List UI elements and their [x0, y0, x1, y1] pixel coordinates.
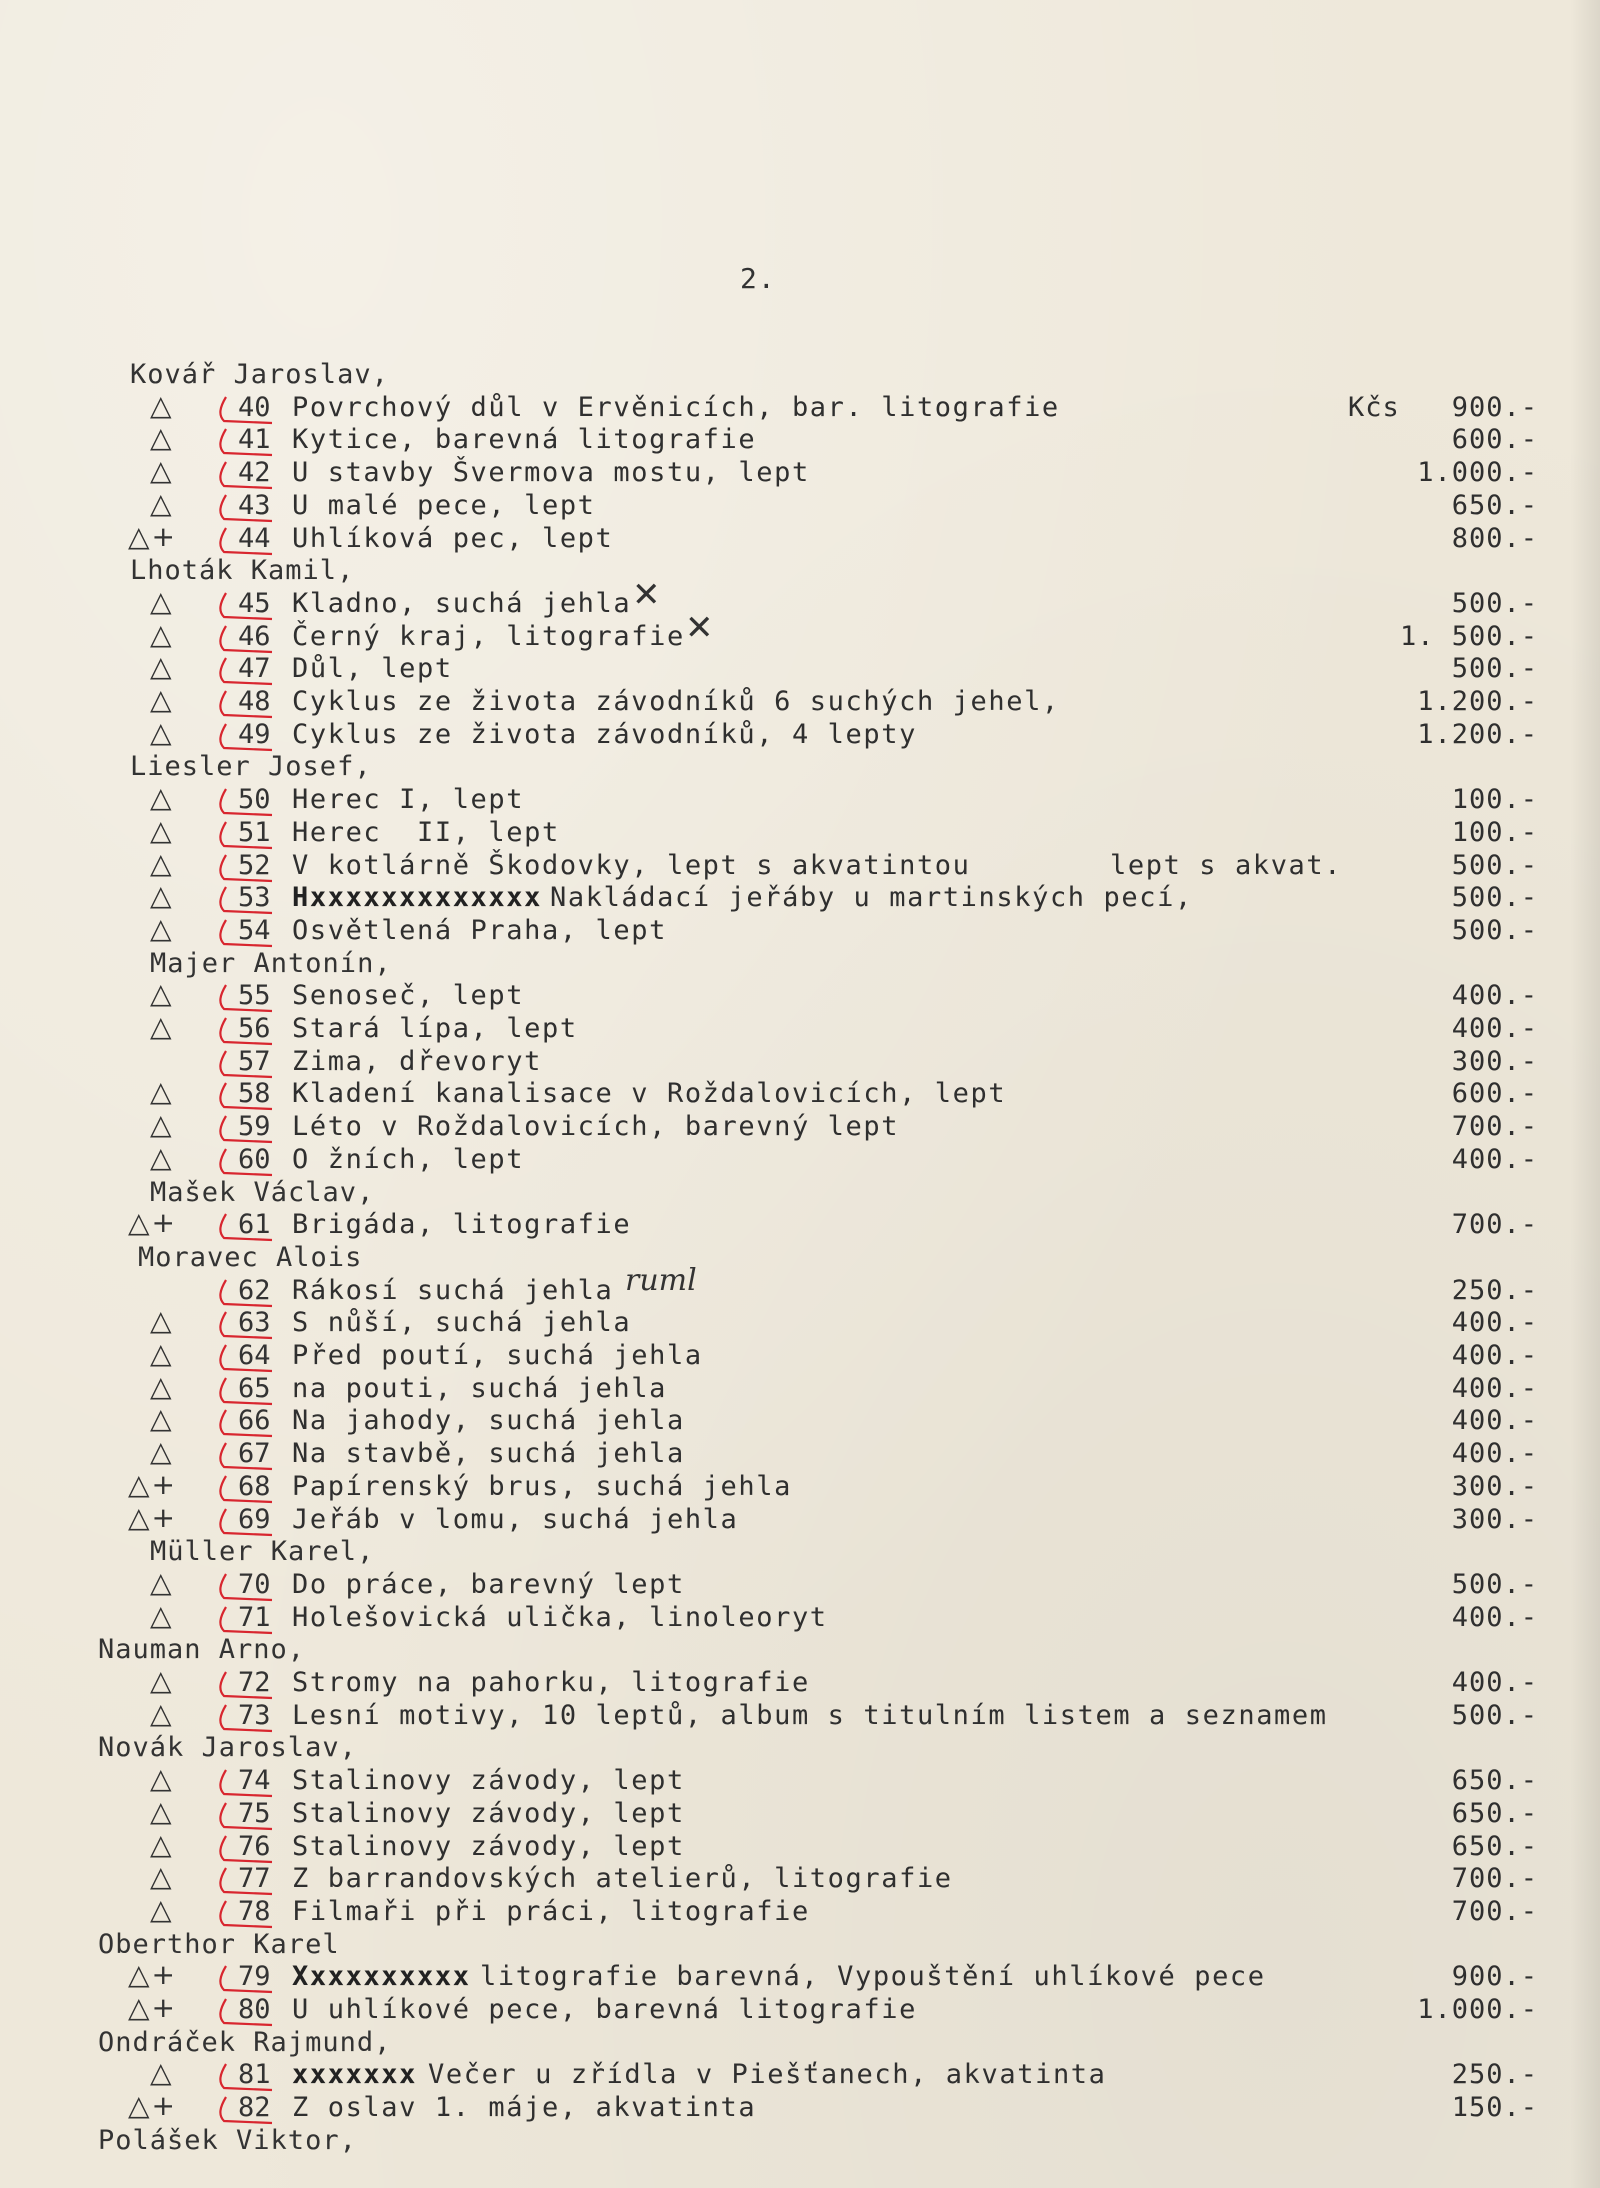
catalog-row: [0, 1960, 1600, 1993]
artist-heading: [0, 1535, 1600, 1568]
item-title: Léto v Roždalovicích, barevný lept: [292, 1111, 900, 1142]
item-number: 71: [238, 1602, 271, 1633]
item-price: 400.-: [1451, 1144, 1538, 1175]
item-price: 150.-: [1451, 2092, 1538, 2123]
item-title: Večer u zřídla v Piešťanech, akvatinta: [428, 2059, 1107, 2090]
item-title: U uhlíkové pece, barevná litografie: [292, 1994, 917, 2025]
item-extra-note: lept s akvat.: [1110, 850, 1343, 881]
red-checkmark-icon: [214, 1341, 284, 1375]
item-number: 51: [238, 817, 271, 848]
item-number: 56: [238, 1013, 271, 1044]
item-title: Z barrandovských atelierů, litografie: [292, 1863, 953, 1894]
triangle-mark-icon: △: [150, 1010, 174, 1043]
catalog-row: [0, 608, 1600, 653]
triangle-mark-icon: △: [150, 1893, 174, 1926]
item-title: U malé pece, lept: [292, 490, 596, 521]
item-title: Rákosí suchá jehla: [292, 1275, 614, 1306]
page-number: 2.: [740, 262, 776, 295]
item-price: 250.-: [1451, 1275, 1538, 1306]
item-price: 100.-: [1451, 784, 1538, 815]
item-title: Kladno, suchá jehla: [292, 588, 632, 619]
artist-heading: [0, 1241, 1600, 1274]
catalog-row: [0, 456, 1600, 489]
red-checkmark-icon: [214, 491, 284, 525]
item-title: Černý kraj, litografie: [292, 621, 685, 652]
triangle-mark-icon: △: [150, 650, 174, 683]
item-number: 68: [238, 1471, 271, 1502]
triangle-mark-icon: △: [150, 912, 174, 945]
item-price: 500.-: [1451, 588, 1538, 619]
red-checkmark-icon: [214, 1145, 284, 1179]
item-title: Kladení kanalisace v Roždalovicích, lept: [292, 1078, 1007, 1109]
artist-name: Polášek Viktor,: [98, 2125, 357, 2156]
item-title: Z oslav 1. máje, akvatinta: [292, 2092, 757, 2123]
catalog-row: [0, 575, 1600, 620]
item-price: 400.-: [1451, 1438, 1538, 1469]
artist-heading: [0, 1928, 1600, 1961]
catalog-row: [0, 2091, 1600, 2124]
red-checkmark-icon: [214, 425, 284, 459]
triangle-mark-icon: △: [150, 454, 174, 487]
triangle-mark-icon: △: [150, 618, 174, 651]
catalog-row: [0, 1404, 1600, 1437]
item-price: 100.-: [1451, 817, 1538, 848]
red-checkmark-icon: [214, 1374, 284, 1408]
item-number: 80: [238, 1994, 271, 2025]
item-number: 52: [238, 850, 271, 881]
catalog-row: [0, 685, 1600, 718]
item-title: Nakládací jeřáby u martinských pecí,: [550, 882, 1193, 913]
red-checkmark-icon: [214, 981, 284, 1015]
red-checkmark-icon: [214, 589, 284, 623]
item-price: 400.-: [1451, 1602, 1538, 1633]
artist-heading: [0, 750, 1600, 783]
catalog-row: [0, 914, 1600, 947]
item-number: 75: [238, 1798, 271, 1829]
item-number: 67: [238, 1438, 271, 1469]
item-title: Zima, dřevoryt: [292, 1046, 542, 1077]
item-title: Na jahody, suchá jehla: [292, 1405, 685, 1436]
item-price: 250.-: [1451, 2059, 1538, 2090]
triangle-mark-icon: △: [150, 389, 174, 422]
red-checkmark-icon: [214, 687, 284, 721]
catalog-row: [0, 816, 1600, 849]
artist-name: Novák Jaroslav,: [98, 1732, 357, 1763]
item-title: Cyklus ze života závodníků 6 suchých jehel,: [292, 686, 1060, 717]
triangle-mark-icon: △: [150, 1337, 174, 1370]
item-price: 400.-: [1451, 1405, 1538, 1436]
red-checkmark-icon: [214, 1603, 284, 1637]
triangle-mark-icon: △: [150, 716, 174, 749]
item-number: 53: [238, 882, 271, 913]
item-title: Stromy na pahorku, litografie: [292, 1667, 810, 1698]
triangle-mark-icon: △+: [128, 520, 177, 553]
item-number: 54: [238, 915, 271, 946]
triangle-mark-icon: △: [150, 1566, 174, 1599]
catalog-row: [0, 1503, 1600, 1536]
item-number: 65: [238, 1373, 271, 1404]
triangle-mark-icon: △+: [128, 1958, 177, 1991]
item-number: 50: [238, 784, 271, 815]
item-price: 400.-: [1451, 980, 1538, 1011]
red-checkmark-icon: [214, 2060, 284, 2094]
red-checkmark-icon: [214, 916, 284, 950]
cross-mark-icon: ✕: [632, 575, 661, 615]
item-title: Stalinovy závody, lept: [292, 1831, 685, 1862]
item-number: 73: [238, 1700, 271, 1731]
red-checkmark-icon: [214, 1832, 284, 1866]
artist-name: Moravec Alois: [138, 1242, 363, 1273]
catalog-row: [0, 1208, 1600, 1241]
artist-heading: [0, 1633, 1600, 1666]
artist-name: Oberthor Karel: [98, 1929, 340, 1960]
triangle-mark-icon: △: [150, 487, 174, 520]
catalog-row: [0, 1993, 1600, 2026]
item-title: Stará lípa, lept: [292, 1013, 578, 1044]
red-checkmark-icon: [214, 1995, 284, 2029]
red-checkmark-icon: [214, 1079, 284, 1113]
item-price: 500.-: [1451, 1569, 1538, 1600]
catalog-row: [0, 1372, 1600, 1405]
artist-heading: [0, 2026, 1600, 2059]
artist-name: Majer Antonín,: [150, 948, 392, 979]
item-title: Lesní motivy, 10 leptů, album s titulním listem a seznamem: [292, 1700, 1328, 1731]
artist-heading: [0, 2124, 1600, 2157]
catalog-row: [0, 522, 1600, 555]
item-number: 74: [238, 1765, 271, 1796]
item-title: Papírenský brus, suchá jehla: [292, 1471, 792, 1502]
artist-heading: [0, 947, 1600, 980]
struck-text: Xxxxxxxxxx: [292, 1961, 471, 1992]
item-title: S nůší, suchá jehla: [292, 1307, 632, 1338]
catalog-row: [0, 1306, 1600, 1339]
triangle-mark-icon: △: [150, 1108, 174, 1141]
artist-name: Müller Karel,: [150, 1536, 375, 1567]
triangle-mark-icon: △: [150, 781, 174, 814]
red-checkmark-icon: [214, 1766, 284, 1800]
red-checkmark-icon: [214, 654, 284, 688]
item-number: 81: [238, 2059, 271, 2090]
item-price: 300.-: [1451, 1046, 1538, 1077]
triangle-mark-icon: △: [150, 1664, 174, 1697]
item-number: 45: [238, 588, 271, 619]
item-price: 900.-: [1451, 1961, 1538, 1992]
triangle-mark-icon: △: [150, 1828, 174, 1861]
red-checkmark-icon: [214, 1439, 284, 1473]
catalog-row: [0, 1143, 1600, 1176]
item-price: 700.-: [1451, 1863, 1538, 1894]
triangle-mark-icon: △: [150, 2056, 174, 2089]
item-number: 64: [238, 1340, 271, 1371]
item-price: 600.-: [1451, 424, 1538, 455]
red-checkmark-icon: [214, 1014, 284, 1048]
catalog-row: [0, 1263, 1600, 1307]
artist-name: Ondráček Rajmund,: [98, 2027, 392, 2058]
item-title: Osvětlená Praha, lept: [292, 915, 667, 946]
cross-mark-icon: ✕: [685, 608, 714, 648]
catalog-row: [0, 979, 1600, 1012]
item-title: Stalinovy závody, lept: [292, 1765, 685, 1796]
catalog-row: [0, 1339, 1600, 1372]
catalog-row: [0, 1797, 1600, 1830]
red-checkmark-icon: [214, 785, 284, 819]
item-price: 650.-: [1451, 490, 1538, 521]
catalog-row: [0, 1699, 1600, 1732]
struck-text: Hxxxxxxxxxxxxx: [292, 882, 542, 913]
item-number: 76: [238, 1831, 271, 1862]
item-price: 650.-: [1451, 1765, 1538, 1796]
item-number: 69: [238, 1504, 271, 1535]
item-number: 57: [238, 1046, 271, 1077]
item-price: 1. 500.-: [1399, 621, 1538, 652]
artist-name: Lhoták Kamil,: [130, 555, 355, 586]
red-checkmark-icon: [214, 1210, 284, 1244]
item-title: Uhlíková pec, lept: [292, 523, 614, 554]
item-title: na pouti, suchá jehla: [292, 1373, 667, 1404]
catalog-row: [0, 1045, 1600, 1078]
triangle-mark-icon: △: [150, 1075, 174, 1108]
triangle-mark-icon: △+: [128, 1468, 177, 1501]
triangle-mark-icon: △: [150, 1402, 174, 1435]
catalog-row: [0, 1764, 1600, 1797]
item-price: 1.200.-: [1417, 686, 1538, 717]
red-checkmark-icon: [214, 1505, 284, 1539]
triangle-mark-icon: △: [150, 879, 174, 912]
red-checkmark-icon: [214, 1112, 284, 1146]
red-checkmark-icon: [214, 2093, 284, 2127]
item-title: Cyklus ze života závodníků, 4 lepty: [292, 719, 917, 750]
triangle-mark-icon: △: [150, 585, 174, 618]
red-checkmark-icon: [214, 1897, 284, 1931]
item-title: V kotlárně Škodovky, lept s akvatintou: [292, 850, 971, 881]
item-number: 62: [238, 1275, 271, 1306]
item-price: 1.000.-: [1417, 1994, 1538, 2025]
catalog-row: [0, 718, 1600, 751]
currency-label: Kčs: [1348, 392, 1400, 423]
triangle-mark-icon: △+: [128, 2089, 177, 2122]
triangle-mark-icon: △+: [128, 1206, 177, 1239]
item-number: 77: [238, 1863, 271, 1894]
item-title: Důl, lept: [292, 653, 453, 684]
item-price: 300.-: [1451, 1471, 1538, 1502]
item-price: 600.-: [1451, 1078, 1538, 1109]
catalog-row: [0, 849, 1600, 882]
item-price: 1.200.-: [1417, 719, 1538, 750]
red-checkmark-icon: [214, 1406, 284, 1440]
item-title: Stalinovy závody, lept: [292, 1798, 685, 1829]
item-number: 46: [238, 621, 271, 652]
artist-heading: [0, 554, 1600, 587]
triangle-mark-icon: △: [150, 683, 174, 716]
triangle-mark-icon: △: [150, 977, 174, 1010]
artist-heading: [0, 1731, 1600, 1764]
triangle-mark-icon: △: [150, 1762, 174, 1795]
item-number: 66: [238, 1405, 271, 1436]
item-price: 300.-: [1451, 1504, 1538, 1535]
item-price: 700.-: [1451, 1896, 1538, 1927]
item-price: 800.-: [1451, 523, 1538, 554]
item-title: Holešovická ulička, linoleoryt: [292, 1602, 828, 1633]
handwritten-note: ruml: [625, 1263, 697, 1298]
catalog-row: [0, 1470, 1600, 1503]
catalog-row: [0, 1437, 1600, 1470]
catalog-row: [0, 489, 1600, 522]
triangle-mark-icon: △: [150, 1370, 174, 1403]
triangle-mark-icon: △: [150, 1435, 174, 1468]
catalog-row: [0, 2058, 1600, 2091]
item-price: 1.000.-: [1417, 457, 1538, 488]
item-price: 500.-: [1451, 915, 1538, 946]
triangle-mark-icon: △: [150, 847, 174, 880]
item-price: 650.-: [1451, 1798, 1538, 1829]
red-checkmark-icon: [214, 393, 284, 427]
triangle-mark-icon: △: [150, 814, 174, 847]
artist-name: Kovář Jaroslav,: [130, 359, 389, 390]
red-checkmark-icon: [214, 1864, 284, 1898]
item-number: 48: [238, 686, 271, 717]
red-checkmark-icon: [214, 1308, 284, 1342]
item-number: 55: [238, 980, 271, 1011]
artist-name: Mašek Václav,: [150, 1177, 375, 1208]
red-checkmark-icon: [214, 720, 284, 754]
red-checkmark-icon: [214, 1570, 284, 1604]
item-number: 59: [238, 1111, 271, 1142]
item-number: 60: [238, 1144, 271, 1175]
red-checkmark-icon: [214, 883, 284, 917]
catalog-row: [0, 1895, 1600, 1928]
red-checkmark-icon: [214, 851, 284, 885]
red-checkmark-icon: [214, 1799, 284, 1833]
item-price: 700.-: [1451, 1209, 1538, 1240]
item-title: O žních, lept: [292, 1144, 525, 1175]
artist-name: Liesler Josef,: [130, 751, 372, 782]
item-title: Herec I, lept: [292, 784, 525, 815]
triangle-mark-icon: △: [150, 1697, 174, 1730]
item-title: Filmaři při práci, litografie: [292, 1896, 810, 1927]
item-title: Povrchový důl v Ervěnicích, bar. litografie: [292, 392, 1060, 423]
catalog-row: [0, 1077, 1600, 1110]
red-checkmark-icon: [214, 1668, 284, 1702]
item-price: 400.-: [1451, 1013, 1538, 1044]
catalog-row: [0, 1568, 1600, 1601]
catalog-row: [0, 423, 1600, 456]
catalog-row: [0, 391, 1600, 424]
item-number: 70: [238, 1569, 271, 1600]
red-checkmark-icon: [214, 1962, 284, 1996]
item-number: 47: [238, 653, 271, 684]
item-number: 40: [238, 392, 271, 423]
item-price: 400.-: [1451, 1667, 1538, 1698]
catalog-row: [0, 1862, 1600, 1895]
item-number: 79: [238, 1961, 271, 1992]
item-number: 41: [238, 424, 271, 455]
catalog-row: [0, 1601, 1600, 1634]
red-checkmark-icon: [214, 622, 284, 656]
red-checkmark-icon: [214, 458, 284, 492]
item-number: 49: [238, 719, 271, 750]
item-title: Jeřáb v lomu, suchá jehla: [292, 1504, 739, 1535]
item-title: Senoseč, lept: [292, 980, 525, 1011]
item-price: 900.-: [1451, 392, 1538, 423]
red-checkmark-icon: [214, 1047, 284, 1081]
red-checkmark-icon: [214, 1701, 284, 1735]
catalog-row: [0, 881, 1600, 914]
item-title: Herec II, lept: [292, 817, 560, 848]
item-price: 500.-: [1451, 850, 1538, 881]
item-price: 400.-: [1451, 1307, 1538, 1338]
catalog-row: [0, 652, 1600, 685]
item-number: 44: [238, 523, 271, 554]
item-number: 58: [238, 1078, 271, 1109]
red-checkmark-icon: [214, 524, 284, 558]
item-title: Kytice, barevná litografie: [292, 424, 757, 455]
item-number: 43: [238, 490, 271, 521]
item-price: 650.-: [1451, 1831, 1538, 1862]
item-number: 82: [238, 2092, 271, 2123]
artist-heading: [0, 1176, 1600, 1209]
item-number: 78: [238, 1896, 271, 1927]
triangle-mark-icon: △: [150, 1599, 174, 1632]
item-title: U stavby Švermova mostu, lept: [292, 457, 810, 488]
item-number: 61: [238, 1209, 271, 1240]
triangle-mark-icon: △: [150, 421, 174, 454]
artist-name: Nauman Arno,: [98, 1634, 306, 1665]
item-title: Před poutí, suchá jehla: [292, 1340, 703, 1371]
catalog-row: [0, 783, 1600, 816]
item-number: 63: [238, 1307, 271, 1338]
red-checkmark-icon: [214, 1276, 284, 1310]
item-number: 42: [238, 457, 271, 488]
triangle-mark-icon: △: [150, 1795, 174, 1828]
catalog-row: [0, 1110, 1600, 1143]
triangle-mark-icon: △+: [128, 1991, 177, 2024]
catalog-row: [0, 1012, 1600, 1045]
item-price: 500.-: [1451, 882, 1538, 913]
red-checkmark-icon: [214, 1472, 284, 1506]
item-title: litografie barevná, Vypouštění uhlíkové pece: [480, 1961, 1266, 1992]
item-title: Na stavbě, suchá jehla: [292, 1438, 685, 1469]
struck-text: xxxxxxx: [292, 2059, 417, 2090]
catalog-row: [0, 1830, 1600, 1863]
item-price: 400.-: [1451, 1373, 1538, 1404]
artist-heading: [0, 358, 1600, 391]
item-title: Do práce, barevný lept: [292, 1569, 685, 1600]
triangle-mark-icon: △: [150, 1141, 174, 1174]
item-price: 500.-: [1451, 653, 1538, 684]
triangle-mark-icon: △+: [128, 1501, 177, 1534]
item-price: 700.-: [1451, 1111, 1538, 1142]
item-number: 72: [238, 1667, 271, 1698]
item-price: 400.-: [1451, 1340, 1538, 1371]
item-title: Brigáda, litografie: [292, 1209, 632, 1240]
triangle-mark-icon: △: [150, 1304, 174, 1337]
catalog-row: [0, 1666, 1600, 1699]
red-checkmark-icon: [214, 818, 284, 852]
item-price: 500.-: [1451, 1700, 1538, 1731]
triangle-mark-icon: △: [150, 1860, 174, 1893]
